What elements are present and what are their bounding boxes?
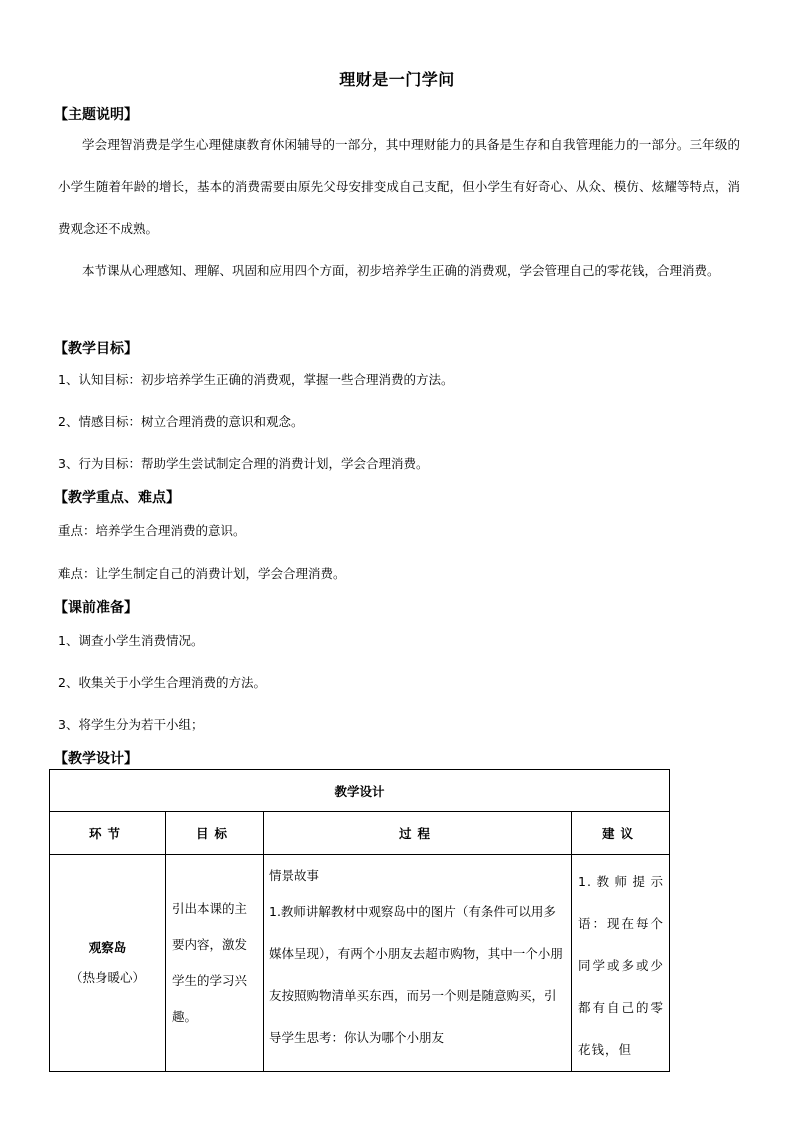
suggestion-cell: 1.教师提示语：现在每个同学或多或少都有自己的零花钱，但 bbox=[572, 855, 670, 1072]
process-title: 情景故事 bbox=[269, 868, 320, 883]
goal-item: 2、情感目标：树立合理消费的意识和观念。 bbox=[58, 414, 304, 429]
heading-theme: 【主题说明】 bbox=[54, 107, 138, 123]
table-caption: 教学设计 bbox=[50, 770, 670, 812]
teaching-design-table bbox=[49, 769, 670, 1072]
prep-item: 1、调查小学生消费情况。 bbox=[58, 633, 204, 648]
goal-item: 1、认知目标：初步培养学生正确的消费观，掌握一些合理消费的方法。 bbox=[58, 372, 454, 387]
document-title: 理财是一门学问 bbox=[339, 70, 455, 89]
keypoint-item: 难点：让学生制定自己的消费计划，学会合理消费。 bbox=[58, 566, 346, 581]
process-cell bbox=[264, 855, 572, 1072]
table-row bbox=[50, 855, 670, 1072]
theme-paragraph-2: 本节课从心理感知、理解、巩固和应用四个方面，初步培养学生正确的消费观，学会管理自己的零花钱，合理消费。 bbox=[82, 263, 720, 278]
goal-cell: 引出本课的主要内容，激发学生的学习兴趣。 bbox=[166, 855, 264, 1072]
stage-subtitle: （热身暖心） bbox=[69, 970, 145, 985]
stage-cell bbox=[50, 855, 166, 1072]
heading-keypoints: 【教学重点、难点】 bbox=[54, 490, 180, 506]
column-header-goal: 目标 bbox=[166, 812, 264, 855]
stage-name: 观察岛 bbox=[88, 940, 127, 955]
prep-item: 2、收集关于小学生合理消费的方法。 bbox=[58, 675, 266, 690]
heading-prep: 【课前准备】 bbox=[54, 600, 138, 616]
heading-goals: 【教学目标】 bbox=[54, 341, 138, 357]
prep-item: 3、将学生分为若干小组； bbox=[58, 717, 204, 732]
heading-design: 【教学设计】 bbox=[54, 751, 138, 767]
theme-paragraph-1: 学会理智消费是学生心理健康教育休闲辅导的一部分，其中理财能力的具备是生存和自我管理能力的一部分。三年级的小学生随着年龄的增长，基本的消费需要由原先父母安排变成自己支配，但小学生有好奇心、从众、模仿、炫耀等特点，消费观念还不成熟。 bbox=[58, 137, 740, 236]
process-text: 1.教师讲解教材中观察岛中的图片（有条件可以用多媒体呈现），有两个小朋友去超市购物，其中一个小朋友按照购物清单买东西，而另一个则是随意购买，引导学生思考：你认为哪个小朋友 bbox=[269, 904, 563, 1045]
column-header-stage: 环节 bbox=[50, 812, 166, 855]
keypoint-item: 重点：培养学生合理消费的意识。 bbox=[58, 523, 246, 538]
column-header-process: 过程 bbox=[264, 812, 572, 855]
column-header-suggestion: 建议 bbox=[572, 812, 670, 855]
goal-item: 3、行为目标：帮助学生尝试制定合理的消费计划，学会合理消费。 bbox=[58, 456, 429, 471]
